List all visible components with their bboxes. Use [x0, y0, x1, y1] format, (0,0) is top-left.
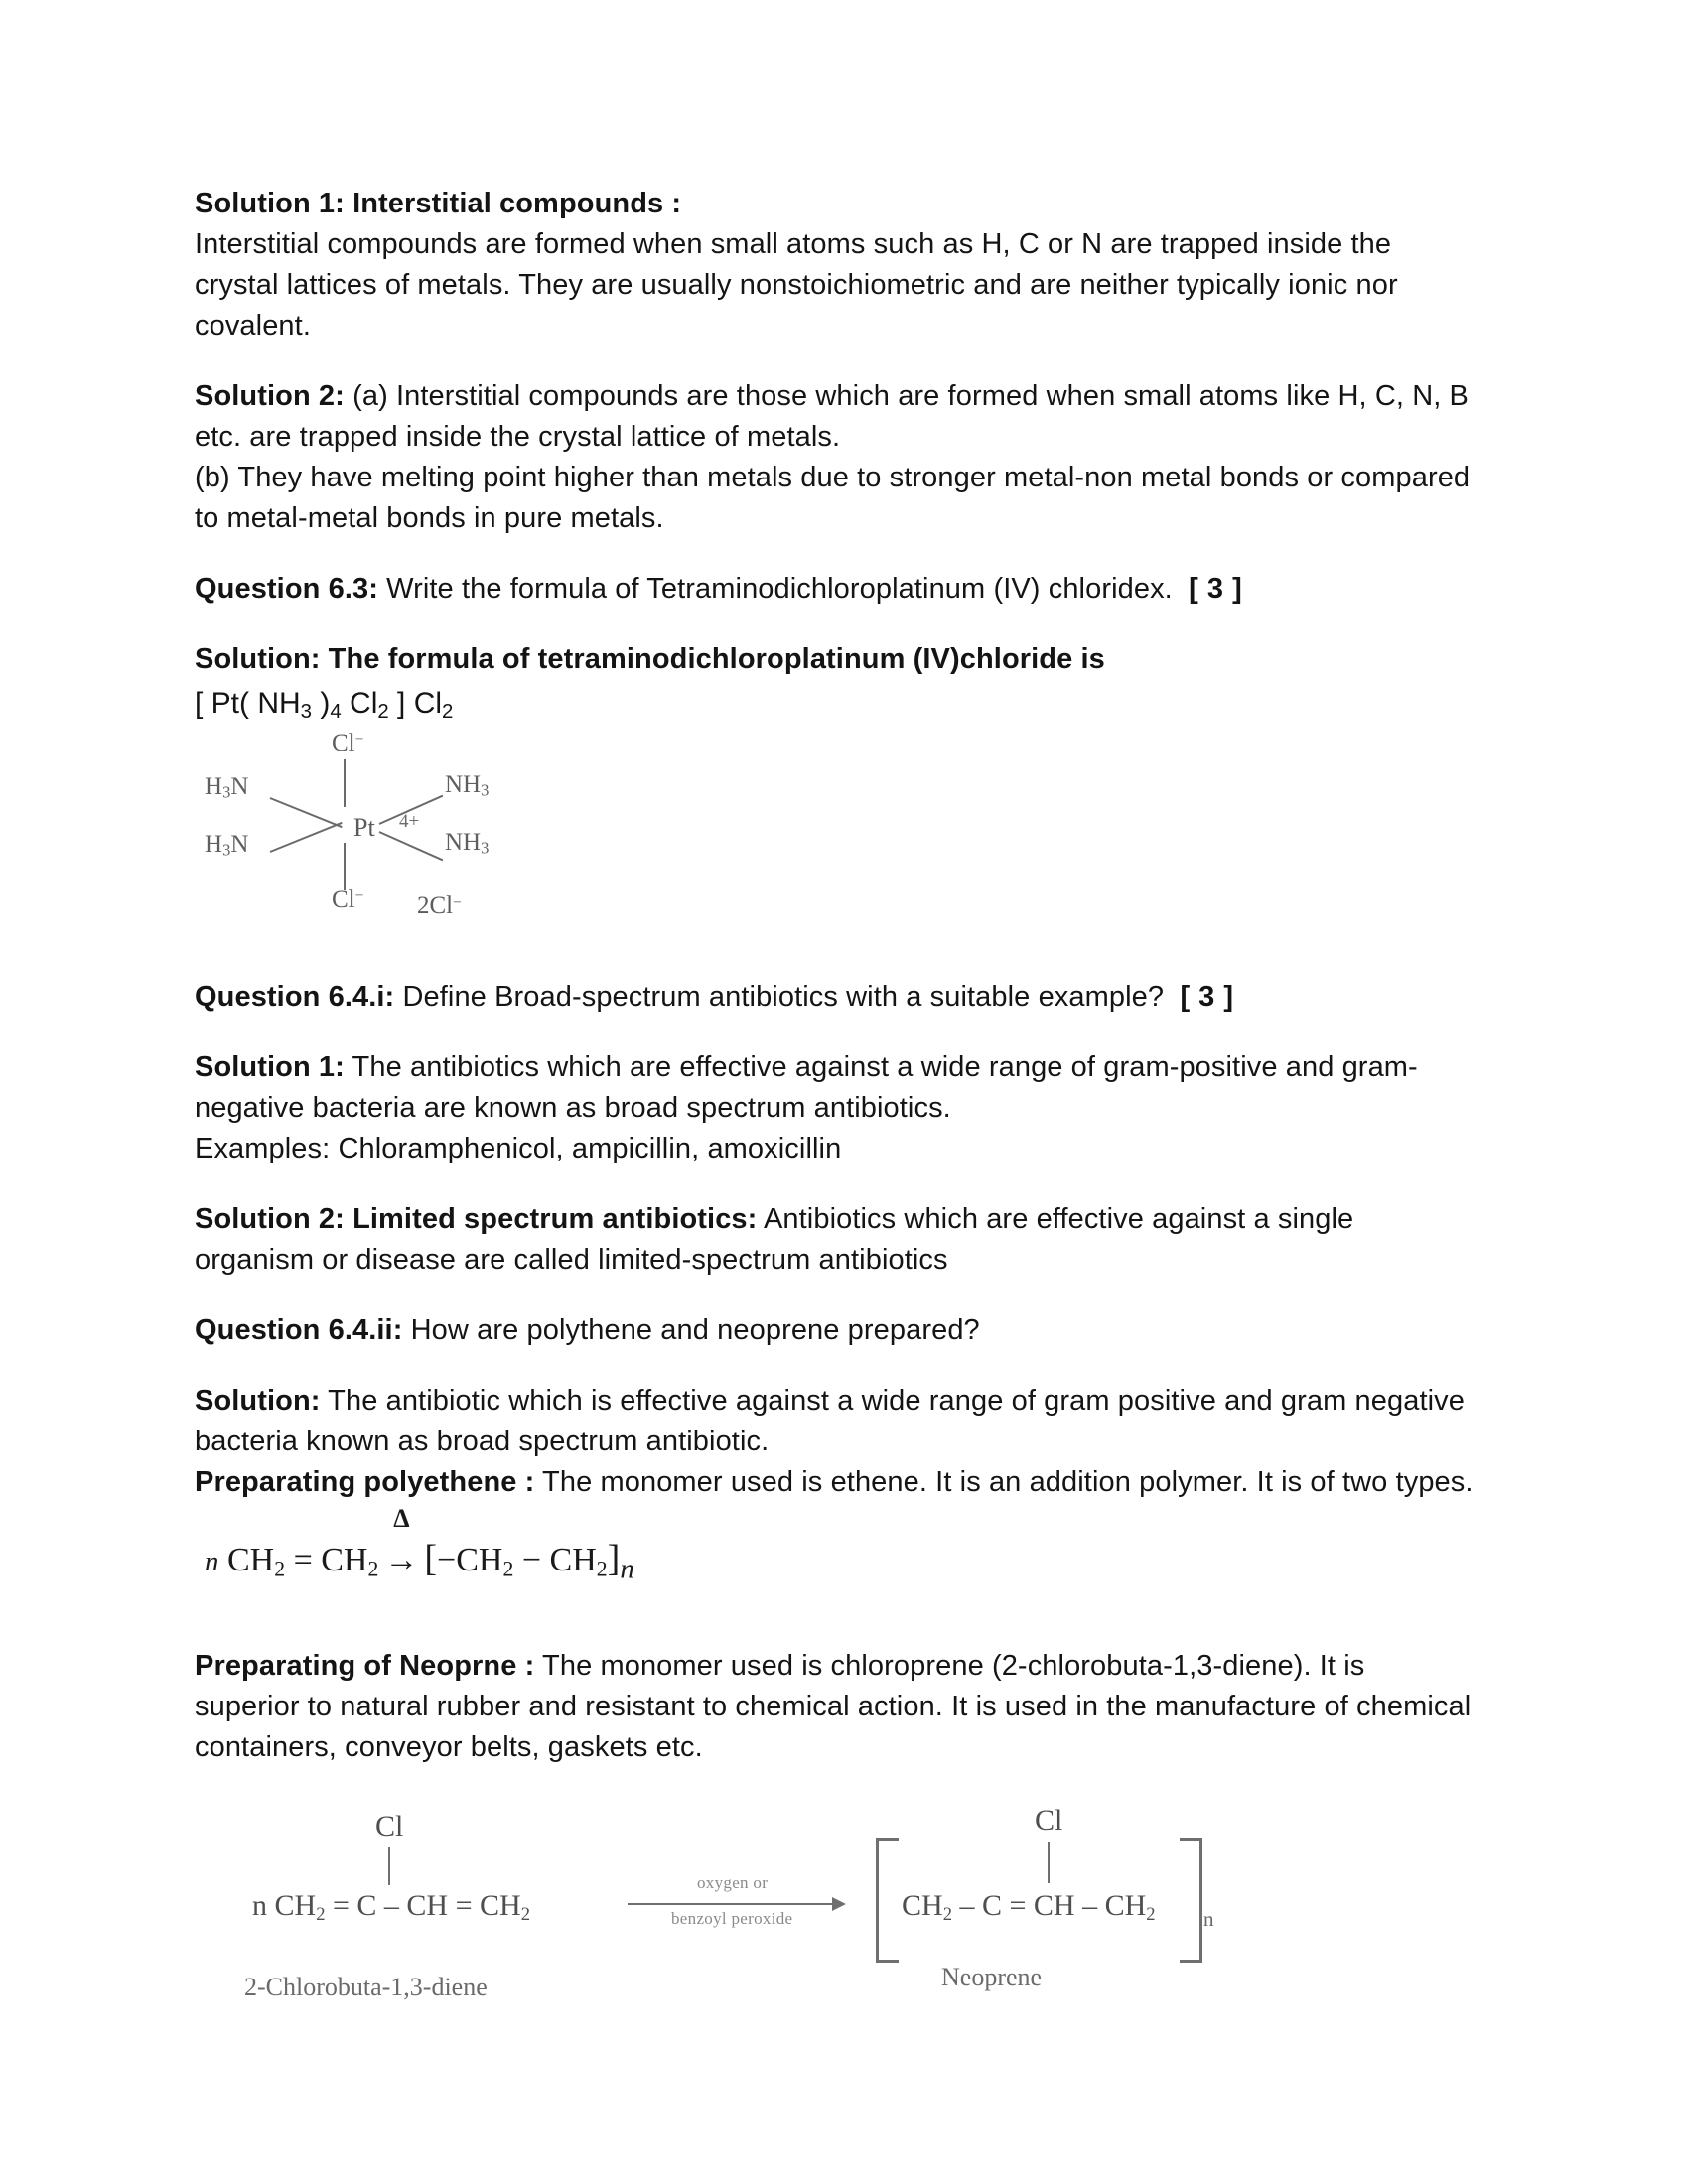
product-ch2-b: CH [1104, 1889, 1147, 1923]
solution-6-4-ii-block [195, 1381, 1476, 1503]
bond-right-bottom [379, 831, 444, 861]
poly-eq-monomer-sub: 2 [274, 1557, 286, 1581]
poly-eq-monomer-c: CH [226, 1542, 275, 1579]
formula-sub-2a: 2 [377, 701, 389, 724]
solution-1-heading: Solution 1: Interstitial compounds : [195, 188, 682, 219]
question-6-3-label: Question 6.3: [195, 573, 378, 605]
reaction-arrow-head [832, 1897, 846, 1911]
product-dash1: – [959, 1889, 975, 1923]
poly-eq-arrow: → [384, 1542, 419, 1579]
solution-6-4-ii-label: Solution: [195, 1385, 321, 1418]
monomer-eq2: = [455, 1889, 473, 1923]
formula-sub-3: 3 [300, 701, 313, 724]
ligand-chloride-bottom [332, 887, 363, 914]
bond-top [344, 759, 346, 807]
ligand-rb-n: NH [445, 829, 482, 857]
ligand-bottom-text: Cl [332, 887, 355, 914]
solution-2-part-b: (b) They have melting point higher than metals due to stronger metal-non metal bonds or compared to metal-metal bonds in pure metals. [195, 462, 1471, 534]
solution-6-4-i-1-examples: Examples: Chloramphenicol, ampicillin, amoxicillin [195, 1133, 842, 1165]
question-6-4-ii-text: How are polythene and neoprene prepared? [402, 1314, 980, 1347]
poly-eq-arrow-group [378, 1504, 424, 1579]
solution-1-body: Interstitial compounds are formed when small atoms such as H, C or N are trapped inside the crystal lattices of metals. They are usually nonstoichiometric and are neither typically ionic nor covalent. [195, 228, 1398, 341]
ligand-ammine-left-bottom [205, 831, 248, 861]
bond-left-bottom [270, 822, 343, 853]
solution-2-label: Solution 2: [195, 380, 345, 412]
product-cl-bond [1048, 1842, 1050, 1883]
prep-neoprene-label: Preparating of Neoprne : [195, 1650, 535, 1683]
reaction-arrow-line [628, 1903, 834, 1905]
poly-eq-delta-condition: Δ [393, 1504, 410, 1534]
product-ch2-b-sub: 2 [1146, 1903, 1156, 1925]
platinum-formula [195, 684, 1476, 732]
product-dash2: – [1082, 1889, 1098, 1923]
bond-bottom [344, 843, 346, 890]
monomer-ch2-a-sub: 2 [316, 1903, 326, 1925]
product-bracket-left [876, 1838, 899, 1963]
poly-eq-unit1: −CH [437, 1542, 503, 1579]
central-platinum-atom: Pt [353, 813, 375, 843]
poly-eq-monomer2-c: CH [321, 1542, 368, 1579]
reaction-condition-above: oxygen or [697, 1873, 769, 1893]
product-chlorine-substituent: Cl [1035, 1804, 1063, 1838]
question-6-4-ii-label: Question 6.4.ii: [195, 1314, 403, 1347]
poly-eq-bracket-close: ] [607, 1538, 621, 1580]
bond-left-top [270, 797, 343, 828]
ligand-ammine-right-bottom [445, 829, 489, 859]
monomer-chain [252, 1889, 530, 1926]
poly-eq-dash: − [521, 1542, 542, 1579]
prep-polyethene-label: Preparating polyethene : [195, 1466, 535, 1499]
ligand-top-charge: − [354, 731, 364, 749]
poly-eq-monomer2-sub: 2 [367, 1557, 379, 1581]
ligand-rb-sub: 3 [481, 838, 490, 858]
poly-eq-bracket-open: [ [424, 1538, 438, 1580]
monomer-eq1: = [332, 1889, 350, 1923]
question-6-4-i-label: Question 6.4.i: [195, 981, 395, 1014]
counter-ion-text: 2Cl [417, 892, 454, 920]
ligand-lt-n: N [230, 773, 249, 801]
solution-6-4-i-2-text: Antibiotics which are effective against a single organism or disease are called limited-spectrum antibiotics [195, 1203, 1354, 1277]
poly-eq-equals: = [293, 1542, 313, 1579]
monomer-cl-bond [388, 1847, 390, 1885]
counter-ion-charge: − [453, 893, 462, 911]
monomer-c: C [356, 1889, 377, 1923]
solution-6-4-i-2-block [195, 1199, 1476, 1281]
ligand-lt-h: H [205, 773, 223, 801]
solution-6-4-ii-text: The antibiotic which is effective against a wide range of gram positive and gram negative bacteria known as broad spectrum antibiotic. [195, 1385, 1465, 1458]
poly-eq-unit2: CH [549, 1542, 597, 1579]
counter-ion-2cl [417, 892, 462, 920]
monomer-n: n [252, 1889, 267, 1923]
solution-6-4-i-1-label: Solution 1: [195, 1051, 345, 1084]
formula-close-paren: ) [312, 687, 331, 720]
solution-6-3-block [195, 639, 1476, 680]
product-caption: Neoprene [941, 1963, 1043, 1992]
question-6-3-marks: [ 3 ] [1189, 573, 1243, 605]
prep-polyethene-text: The monomer used is ethene. It is an addition polymer. It is of two types. [534, 1466, 1474, 1499]
reaction-condition-below: benzoyl peroxide [671, 1909, 793, 1929]
ligand-ammine-right-top [445, 771, 489, 801]
ligand-rt-n: NH [445, 771, 482, 799]
product-ch: CH [1033, 1889, 1075, 1923]
ligand-lb-sub: 3 [222, 840, 231, 860]
prep-neoprene-text: The monomer used is chloroprene (2-chlorobuta-1,3-diene). It is superior to natural rubber and resistant to chemical action. It is used in the manufacture of chemical containers, conveyor belts, gaskets etc. [195, 1650, 1472, 1764]
formula-sub-4: 4 [330, 701, 342, 724]
ligand-top-text: Cl [332, 730, 355, 757]
formula-sub-2b: 2 [442, 701, 454, 724]
neoprene-reaction-diagram [234, 1804, 1327, 2032]
product-chain [902, 1889, 1156, 1926]
solution-2-part-a: (a) Interstitial compounds are those which are formed when small atoms like H, C, N, B etc. are trapped inside the crystal lattice of metals. [195, 380, 1470, 453]
poly-eq-n: n [205, 1546, 219, 1578]
product-eq: = [1009, 1889, 1027, 1923]
formula-cl: Cl [341, 687, 378, 720]
product-bracket-right [1180, 1838, 1202, 1963]
monomer-ch: CH [406, 1889, 449, 1923]
question-6-4-i-marks: [ 3 ] [1180, 981, 1234, 1014]
ligand-chloride-top [332, 730, 363, 757]
question-6-4-ii-block [195, 1310, 1476, 1351]
poly-eq-unit1-sub: 2 [502, 1557, 514, 1581]
formula-close-bracket: ] Cl [388, 687, 443, 720]
solution-6-4-i-1-text: The antibiotics which are effective against a wide range of gram-positive and gram-negative bacteria are known as broad spectrum antibiotics. [195, 1051, 1418, 1125]
ligand-bottom-charge: − [354, 887, 364, 905]
solution-6-4-i-2-label: Solution 2: Limited spectrum antibiotics: [195, 1203, 758, 1236]
product-ch2-a: CH [902, 1889, 943, 1923]
ligand-lb-h: H [205, 831, 223, 859]
solution-6-4-i-1-block [195, 1047, 1476, 1169]
document-content [195, 184, 1476, 2032]
product-degree-of-polymerization: n [1203, 1907, 1214, 1932]
question-6-4-i-text: Define Broad-spectrum antibiotics with a suitable example? [394, 981, 1165, 1014]
ligand-lt-sub: 3 [222, 782, 231, 802]
monomer-dash1: – [383, 1889, 399, 1923]
monomer-chlorine-substituent: Cl [375, 1810, 404, 1843]
poly-eq-degree-n: n [620, 1553, 634, 1585]
platinum-complex-structure-diagram [205, 730, 562, 920]
platinum-oxidation-charge: 4+ [399, 811, 420, 833]
product-c: C [981, 1889, 1002, 1923]
product-ch2-a-sub: 2 [942, 1903, 952, 1925]
solution-2-block [195, 376, 1476, 539]
prep-neoprene-block [195, 1646, 1476, 1768]
monomer-ch2-b-sub: 2 [520, 1903, 531, 1925]
monomer-caption: 2-Chlorobuta-1,3-diene [244, 1973, 488, 2002]
monomer-ch2-a: CH [274, 1889, 317, 1923]
solution-6-3-heading: Solution: The formula of tetraminodichloroplatinum (IV)chloride is [195, 643, 1105, 675]
monomer-ch2-b: CH [480, 1889, 521, 1923]
solution-1-block [195, 184, 1476, 346]
formula-open: [ Pt( NH [195, 687, 301, 720]
polyethene-equation [205, 1504, 1476, 1612]
question-6-4-i-block [195, 977, 1476, 1018]
question-6-3-text: Write the formula of Tetraminodichloroplatinum (IV) chloridex. [378, 573, 1173, 605]
question-6-3-block [195, 569, 1476, 610]
ligand-ammine-left-top [205, 773, 248, 803]
ligand-lb-n: N [230, 831, 249, 859]
poly-eq-unit2-sub: 2 [596, 1557, 608, 1581]
ligand-rt-sub: 3 [481, 780, 490, 800]
